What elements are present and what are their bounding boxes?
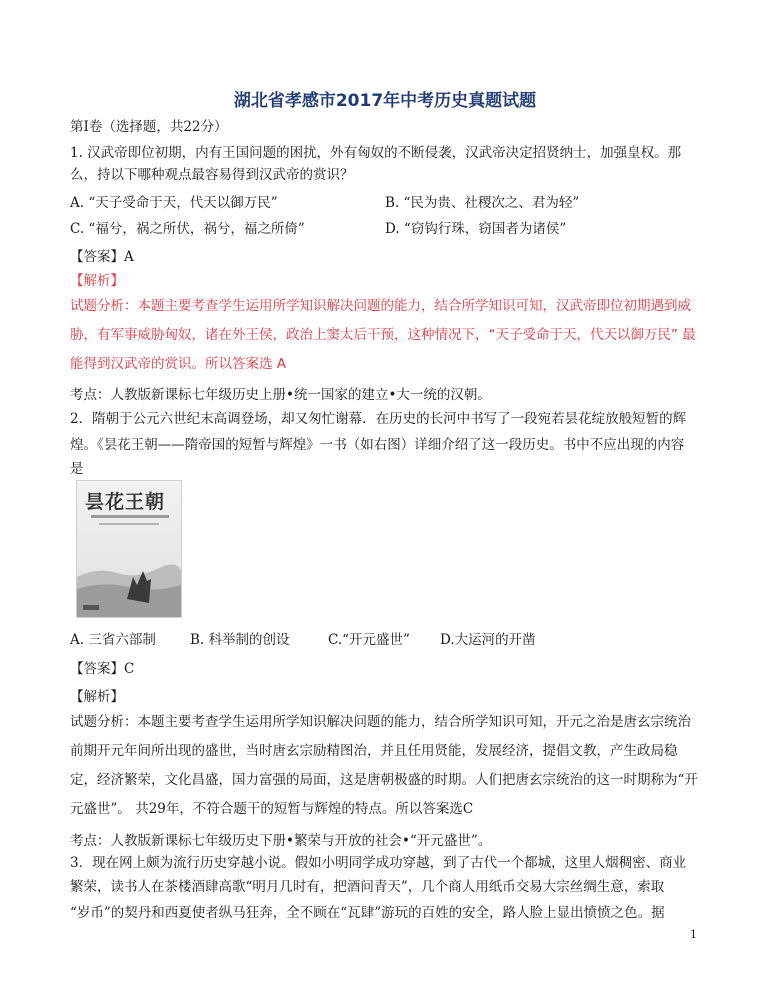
q3-stem-line1: 3．现在网上颇为流行历史穿越小说。假如小明同学成功穿越，到了古代一个都城，这里人烟稠密、商业 [70, 855, 687, 871]
q2-option-c: C.“开元盛世” [328, 632, 410, 648]
q1-option-b: B. “民为贵、社稷次之、君为轻” [385, 195, 580, 211]
q1-option-a: A. “天子受命于天，代天以御万民” [70, 195, 278, 211]
q2-analysis-text: 试题分析：本题主要考查学生运用所学知识解决问题的能力，结合所学知识可知，开元之治是唐玄宗统治前期开元年间所出现的盛世，当时唐玄宗励精图治，并且任用贤能，发展经济，提倡文教，产生政局稳定，经济繁荣，文化昌盛，国力富强的局面，这是唐朝极盛的时期。人们把唐玄宗统治的这一时期称为“开元盛世”。 共29年，不符合题干的短暂与辉煌的特点。所以答案选C [70, 714, 698, 817]
q2-option-a: A. 三省六部制 [70, 632, 156, 648]
section-header: 第Ⅰ卷（选择题，共22分） [70, 119, 228, 135]
q1-stem-line2: 么，持以下哪种观点最容易得到汉武帝的赏识？ [70, 167, 354, 183]
q1-knowledge-point: 考点：人教版新课标七年级历史上册•统一国家的建立•大一统的汉朝。 [70, 387, 491, 403]
page-title: 湖北省孝感市2017年中考历史真题试题 [233, 91, 537, 111]
q1-option-d: D. “窃钩行珠，窃国者为诸侯” [385, 221, 567, 237]
q3-stem-line3: “岁币”的契丹和西夏使者纵马狂奔，全不顾在“瓦肆”游玩的百姓的安全，路人脸上显出愤愤之色。据 [70, 905, 665, 921]
q1-option-c: C. “福兮，祸之所伏，祸兮，福之所倚” [70, 221, 305, 237]
book-cover-artwork [77, 481, 181, 617]
q1-analysis-label: 【解析】 [70, 273, 124, 289]
page-number: 1 [690, 928, 697, 941]
q2-option-d: D.大运河的开凿 [440, 632, 536, 648]
q1-answer: 【答案】A [70, 249, 134, 265]
q2-knowledge-point: 考点：人教版新课标七年级历史下册•繁荣与开放的社会•“开元盛世”。 [70, 833, 492, 849]
q1-analysis-text: 试题分析：本题主要考查学生运用所学知识解决问题的能力，结合所学知识可知，汉武帝即位初期遇到威胁，有军事威胁匈奴，诸在外王侯，政治上窦太后干预，这种情况下，“天子受命于天，代天以御万民” 最能得到汉武帝的赏识。所以答案选 A [70, 298, 696, 372]
q2-stem-line3: 是 [70, 461, 84, 477]
q2-analysis-label: 【解析】 [70, 689, 124, 705]
q2-answer: 【答案】C [70, 661, 135, 677]
q1-stem-line1: 1. 汉武帝即位初期，内有王国问题的困扰，外有匈奴的不断侵袭，汉武帝决定招贤纳士，加强皇权。那 [70, 145, 682, 161]
book-cover-image [76, 480, 182, 618]
q3-stem-line2: 繁荣，读书人在茶楼酒肆高歌“明月几时有，把酒问青天”，几个商人用纸币交易大宗丝绸生意，索取 [70, 879, 665, 895]
q2-option-b: B. 科举制的创设 [190, 632, 290, 648]
q2-stem-line2: 煌。《昙花王朝——隋帝国的短暂与辉煌》一书（如右图）详细介绍了这一段历史。书中不应出现的内容 [70, 437, 685, 453]
q2-stem-line1: 2．隋朝于公元六世纪末高调登场，却又匆忙谢幕．在历史的长河中书写了一段宛若昙花绽放般短暂的辉 [70, 411, 687, 427]
book-cover-title: 昙花王朝 [85, 491, 166, 513]
